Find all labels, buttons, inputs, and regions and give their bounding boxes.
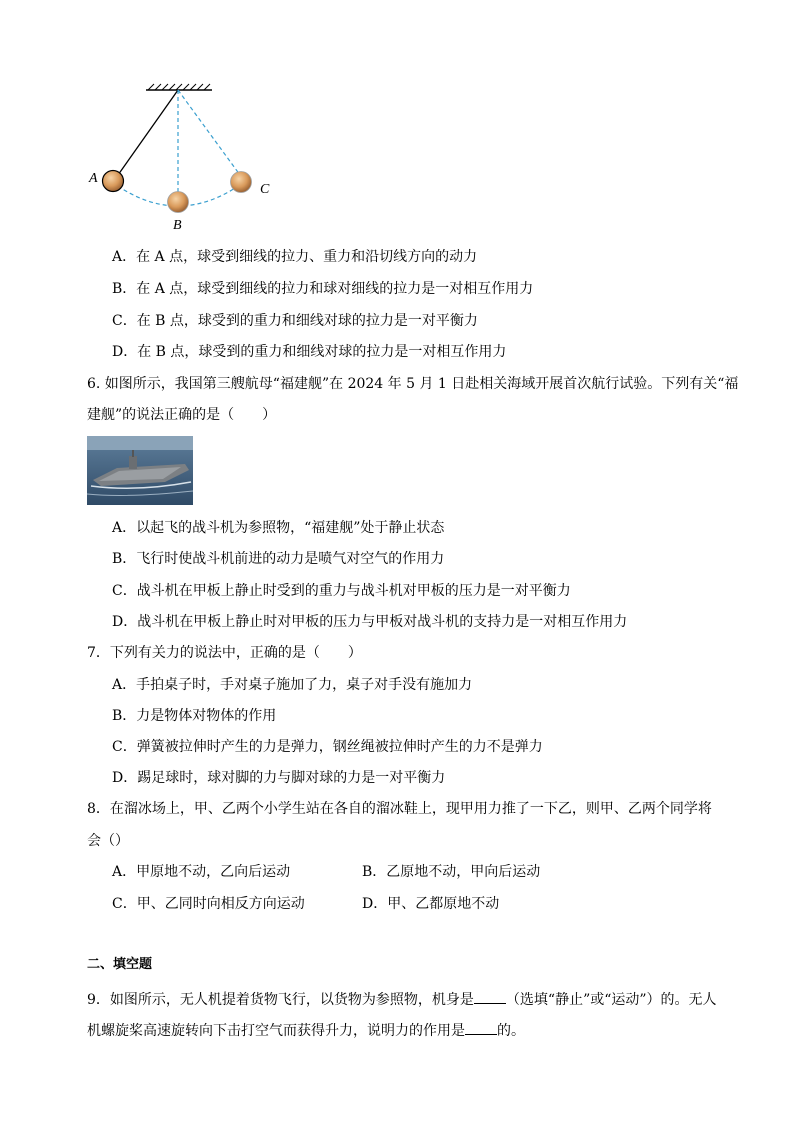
pendulum-figure [82, 80, 282, 235]
q7-option-d: D．踢足球时，球对脚的力与脚对球的力是一对平衡力 [112, 770, 446, 786]
q8-stem-line2: 会（） [87, 833, 129, 849]
q8-option-c: C．甲、乙同时向相反方向运动 [112, 896, 305, 912]
string-c [178, 90, 240, 175]
q5-option-d: D．在 B 点，球受到的重力和细线对球的拉力是一对相互作用力 [112, 344, 507, 360]
q5-option-c: C．在 B 点，球受到的重力和细线对球的拉力是一对平衡力 [112, 313, 478, 329]
ball-a [103, 171, 124, 192]
q8-option-b: B．乙原地不动，甲向后运动 [362, 864, 541, 880]
q6-option-b: B．飞行时使战斗机前进的动力是喷气对空气的作用力 [112, 551, 445, 567]
aircraft-carrier-photo [87, 436, 193, 505]
q7-option-c: C．弹簧被拉伸时产生的力是弹力，钢丝绳被拉伸时产生的力不是弹力 [112, 739, 543, 755]
q9-text-line2-part1: 机螺旋桨高速旋转向下击打空气而获得升力，说明力的作用是 [87, 1023, 465, 1039]
q5-option-b: B．在 A 点，球受到细线的拉力和球对细线的拉力是一对相互作用力 [112, 281, 534, 297]
section-heading: 二、填空题 [87, 957, 153, 972]
q8-stem-line1: 8．在溜冰场上，甲、乙两个小学生站在各自的溜冰鞋上，现甲用力推了一下乙，则甲、乙两个同学将 [87, 801, 712, 817]
q6-stem-line2: 建舰”的说法正确的是（ ） [87, 407, 277, 423]
ball-b [168, 192, 189, 213]
q9-text-line2-part2: 的。 [497, 1023, 525, 1039]
q9-line1 [87, 989, 717, 1010]
q9-line2 [87, 1020, 525, 1041]
q7-option-b: B．力是物体对物体的作用 [112, 708, 277, 724]
label-c: C [260, 182, 270, 197]
q9-text-part1: 9．如图所示，无人机提着货物飞行，以货物为参照物，机身是 [87, 992, 474, 1008]
q7-option-a: A．手拍桌子时，手对桌子施加了力，桌子对手没有施加力 [112, 677, 473, 693]
q7-stem: 7．下列有关力的说法中，正确的是（ ） [87, 645, 362, 661]
q9-text-part2: （选填“静止”或“运动”）的。无人 [505, 992, 717, 1008]
label-b: B [173, 218, 182, 233]
q6-option-d: D．战斗机在甲板上静止时对甲板的压力与甲板对战斗机的支持力是一对相互作用力 [112, 614, 628, 630]
q5-option-a: A．在 A 点，球受到细线的拉力、重力和沿切线方向的动力 [112, 249, 478, 265]
q6-option-c: C．战斗机在甲板上静止时受到的重力与战斗机对甲板的压力是一对平衡力 [112, 583, 571, 599]
string-a [118, 90, 178, 175]
q9-blank-2[interactable] [465, 1020, 497, 1035]
q9-blank-1[interactable] [474, 989, 506, 1004]
ball-c [231, 172, 252, 193]
ceiling-hatch [148, 84, 210, 90]
q6-option-a: A．以起飞的战斗机为参照物，“福建舰”处于静止状态 [112, 520, 445, 536]
q6-stem-line1: 6. 如图所示，我国第三艘航母“福建舰”在 2024 年 5 月 1 日赴相关海域开展首次航行试验。下列有关“福 [87, 376, 739, 392]
q8-option-a: A．甲原地不动，乙向后运动 [112, 864, 291, 880]
q8-option-d: D．甲、乙都原地不动 [362, 896, 500, 912]
label-a: A [89, 171, 98, 186]
